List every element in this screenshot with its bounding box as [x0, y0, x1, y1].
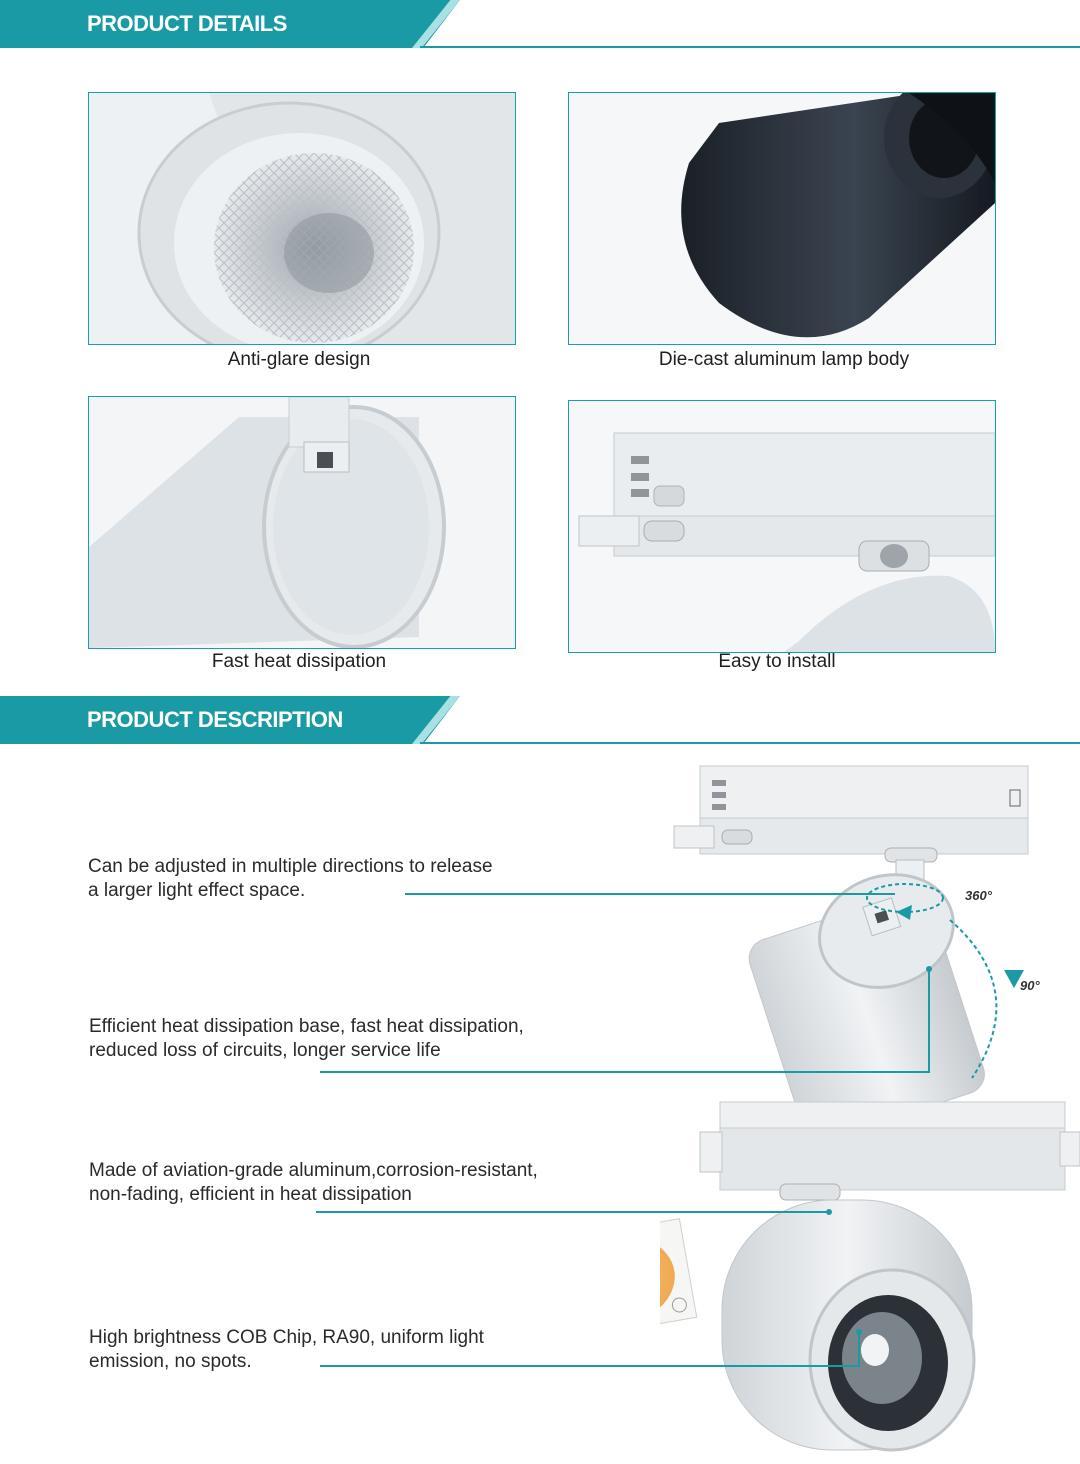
leader-dot-aluminum: [826, 1209, 832, 1215]
caption-anti-glare: Anti-glare design: [227, 349, 371, 370]
leader-line-base: [320, 1071, 930, 1073]
caption-die-cast: Die-cast aluminum lamp body: [658, 349, 910, 370]
track-adapter-top: [674, 766, 1028, 854]
cob-chip: [660, 1219, 697, 1342]
feature-heat-base: [89, 1015, 524, 1063]
angle-360-label: 360°: [965, 888, 992, 903]
caption-install: Easy to install: [718, 651, 836, 672]
header-rule: [420, 742, 1080, 744]
leader-dot-base: [926, 966, 932, 972]
easy-install-photo: [568, 400, 996, 653]
feature-line: a larger light effect space.: [88, 880, 306, 901]
feature-aluminum: [89, 1159, 538, 1207]
die-cast-photo: [568, 92, 996, 345]
track-adapter-bottom: [700, 1102, 1080, 1200]
section-title: PRODUCT DETAILS: [87, 11, 287, 36]
feature-line: emission, no spots.: [89, 1351, 252, 1372]
product-details-header: [0, 0, 1080, 50]
feature-line: High brightness COB Chip, RA90, uniform light: [89, 1327, 484, 1348]
feature-line: reduced loss of circuits, longer service life: [89, 1040, 441, 1061]
feature-line: Can be adjusted in multiple directions to release: [88, 856, 493, 877]
feature-adjustable: [88, 855, 493, 903]
leader-line-base-vertical: [928, 970, 930, 1073]
caption-heat: Fast heat dissipation: [211, 651, 387, 672]
leader-line-cob-vertical: [858, 1333, 860, 1367]
product-description-header: [0, 696, 1080, 746]
header-rule: [420, 46, 1080, 48]
leader-dot-cob: [856, 1329, 862, 1335]
feature-line: non-fading, efficient in heat dissipation: [89, 1184, 412, 1205]
heat-dissipation-photo: [88, 396, 516, 649]
anti-glare-photo: [88, 92, 516, 345]
lamp-body-front: [722, 1200, 974, 1450]
section-title: PRODUCT DESCRIPTION: [87, 707, 343, 732]
angle-90-label: 90°: [1020, 978, 1040, 993]
feature-line: Efficient heat dissipation base, fast heat dissipation,: [89, 1016, 524, 1037]
feature-line: Made of aviation-grade aluminum,corrosion-resistant,: [89, 1160, 538, 1181]
product-illustration: [660, 760, 1080, 1460]
leader-line-aluminum: [316, 1211, 828, 1213]
leader-line-adjust: [405, 893, 895, 895]
leader-line-cob: [320, 1365, 860, 1367]
